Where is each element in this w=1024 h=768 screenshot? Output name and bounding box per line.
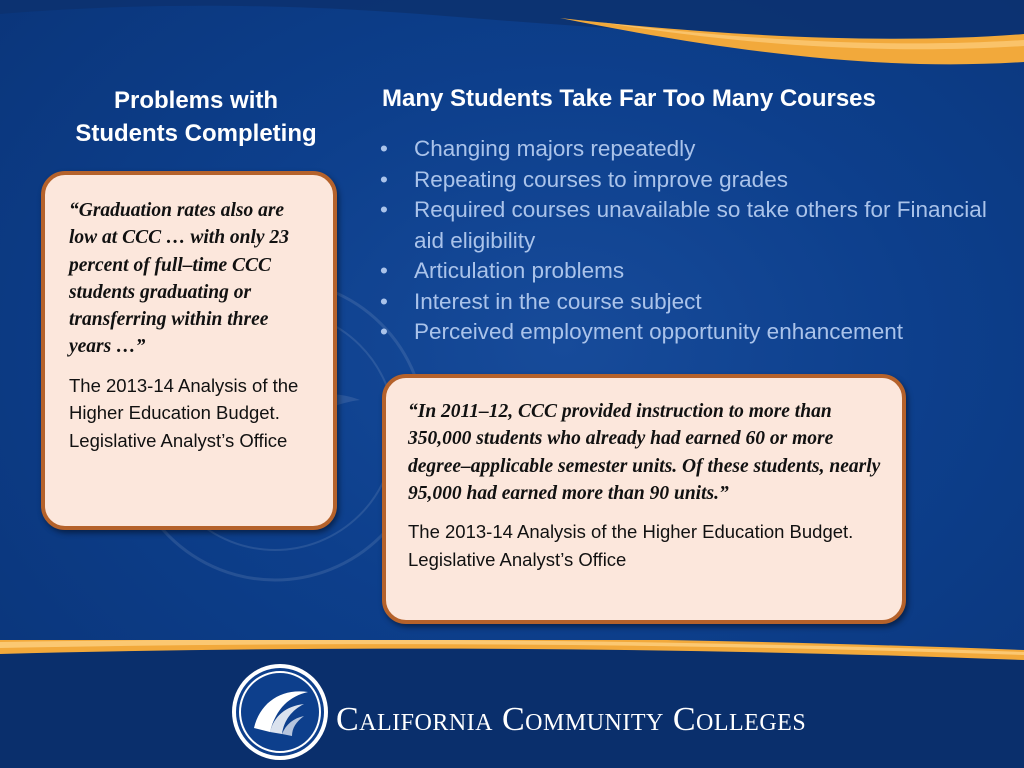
bullet-icon: • [380,136,388,161]
bullet-icon: • [380,197,388,222]
left-title-line-2: Students Completing [75,120,317,147]
list-item [380,287,1000,318]
right-panel-title: Many Students Take Far Too Many Courses [382,85,876,112]
right-quote-text: “In 2011–12, CCC provided instruction to more than 350,000 students who already had earned 60 or more degree–applicable semester units. Of these students, nearly 95,000 had earned more than 90 units.” [408,401,881,504]
list-item [380,317,1000,348]
list-item [380,134,1000,165]
list-item-text: Repeating courses to improve grades [414,166,788,192]
list-item-text: Interest in the course subject [414,288,702,314]
reasons-list [380,134,1000,348]
ccc-seal-icon [230,662,330,762]
list-item-text: Changing majors repeatedly [414,136,696,161]
bullet-icon: • [380,258,388,283]
left-quote-card [41,171,337,530]
list-item [380,256,1000,287]
left-quote-text: “Graduation rates also are low at CCC … with only 23 percent of full–time CCC students graduating or transferring within three years …” [69,200,289,358]
list-item [380,195,1000,256]
left-quote-source: The 2013-14 Analysis of the Higher Education Budget. Legislative Analyst’s Office [69,374,299,451]
left-title-line-1: Problems with [113,87,279,114]
right-quote-card [382,374,906,624]
list-item-text: Required courses unavailable so take others for Financial aid eligibility [414,197,987,253]
bullet-icon: • [380,288,388,314]
bullet-icon: • [380,319,388,344]
right-quote-source: The 2013-14 Analysis of the Higher Education Budget. Legislative Analyst’s Office [408,521,854,570]
org-name: California Community Colleges [336,701,807,738]
left-panel-title [40,84,352,150]
bullet-icon: • [380,166,388,192]
list-item-text: Articulation problems [414,258,625,283]
list-item-text: Perceived employment opportunity enhancement [414,319,904,344]
list-item [380,165,1000,196]
